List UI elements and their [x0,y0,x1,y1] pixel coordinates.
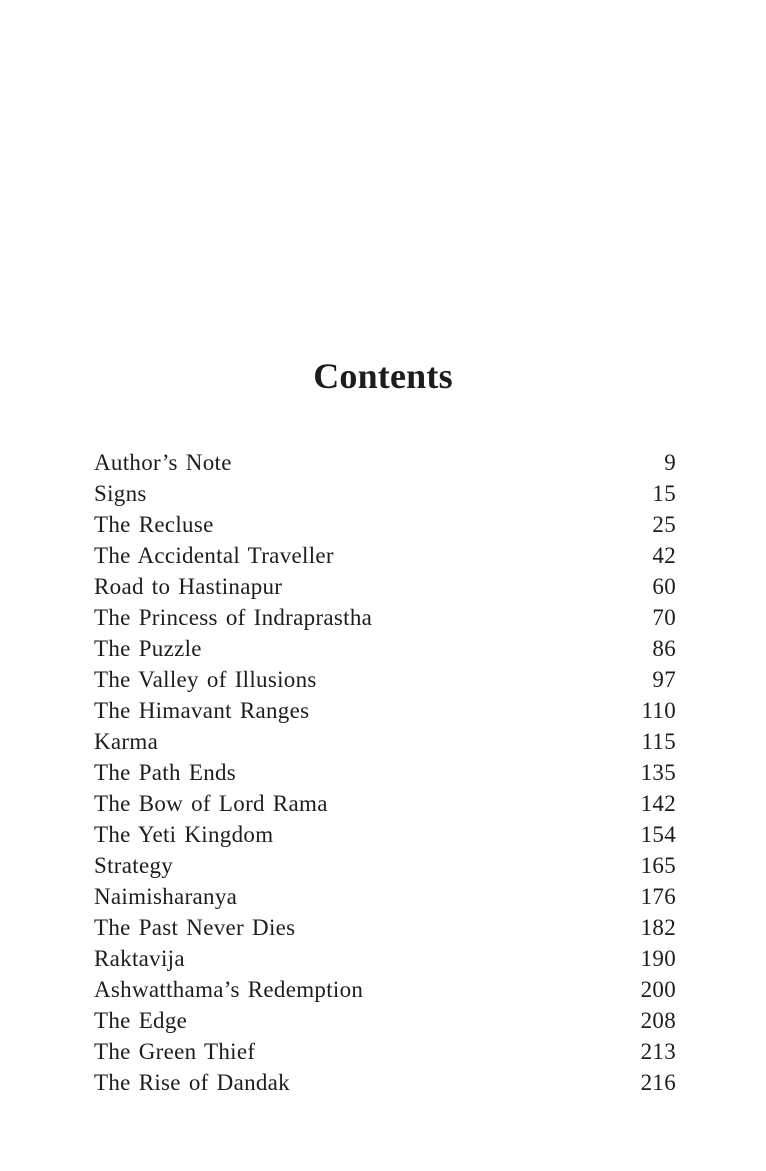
toc-entry-title: The Puzzle [94,636,202,661]
toc-entry-title: Raktavija [94,946,185,971]
table-of-contents [94,447,676,1098]
toc-entry-page: 165 [640,853,676,878]
toc-entry-title: The Edge [94,1008,188,1033]
toc-entry[interactable] [94,571,676,602]
toc-entry-page: 25 [652,512,676,537]
toc-entry-page: 142 [640,791,676,816]
toc-entry[interactable] [94,943,676,974]
toc-entry-title: Strategy [94,853,174,878]
toc-entry-page: 213 [640,1039,676,1064]
toc-entry-page: 190 [640,946,676,971]
toc-entry[interactable] [94,509,676,540]
toc-entry-title: The Past Never Dies [94,915,296,940]
toc-entry-title: The Yeti Kingdom [94,822,274,847]
toc-entry[interactable] [94,478,676,509]
toc-entry[interactable] [94,788,676,819]
toc-entry-title: The Himavant Ranges [94,698,310,723]
toc-entry-title: The Princess of Indraprastha [94,605,373,630]
toc-entry-title: The Accidental Traveller [94,543,334,568]
toc-entry-page: 97 [652,667,676,692]
toc-entry-page: 135 [640,760,676,785]
toc-entry-page: 9 [664,450,676,475]
toc-entry-page: 200 [640,977,676,1002]
toc-entry-title: Road to Hastinapur [94,574,283,599]
toc-entry[interactable] [94,850,676,881]
toc-entry-title: The Green Thief [94,1039,256,1064]
toc-entry[interactable] [94,881,676,912]
toc-entry-page: 60 [652,574,676,599]
toc-entry[interactable] [94,695,676,726]
toc-entry-title: The Rise of Dandak [94,1070,290,1095]
toc-entry-page: 154 [640,822,676,847]
toc-entry[interactable] [94,757,676,788]
toc-entry-page: 216 [640,1070,676,1095]
toc-entry-page: 70 [652,605,676,630]
toc-entry-title: Author’s Note [94,450,232,475]
toc-entry[interactable] [94,1005,676,1036]
toc-entry-title: Signs [94,481,147,506]
toc-entry-title: The Bow of Lord Rama [94,791,328,816]
page-title: Contents [313,356,453,397]
toc-entry[interactable] [94,819,676,850]
toc-entry[interactable] [94,664,676,695]
toc-entry-page: 15 [652,481,676,506]
toc-entry-page: 42 [652,543,676,568]
toc-entry-page: 182 [640,915,676,940]
toc-entry-page: 110 [641,698,676,723]
toc-entry[interactable] [94,633,676,664]
toc-entry[interactable] [94,602,676,633]
toc-entry[interactable] [94,1036,676,1067]
toc-entry[interactable] [94,912,676,943]
toc-entry[interactable] [94,1067,676,1098]
toc-entry[interactable] [94,447,676,478]
toc-entry-page: 176 [640,884,676,909]
toc-entry-page: 115 [641,729,676,754]
toc-entry-title: Ashwatthama’s Redemption [94,977,364,1002]
toc-entry-title: The Valley of Illusions [94,667,317,692]
toc-entry-page: 208 [640,1008,676,1033]
toc-entry-title: The Recluse [94,512,214,537]
toc-entry[interactable] [94,540,676,571]
toc-entry-title: The Path Ends [94,760,237,785]
toc-entry-page: 86 [652,636,676,661]
toc-entry[interactable] [94,726,676,757]
toc-entry-title: Karma [94,729,159,754]
toc-entry[interactable] [94,974,676,1005]
toc-entry-title: Naimisharanya [94,884,238,909]
